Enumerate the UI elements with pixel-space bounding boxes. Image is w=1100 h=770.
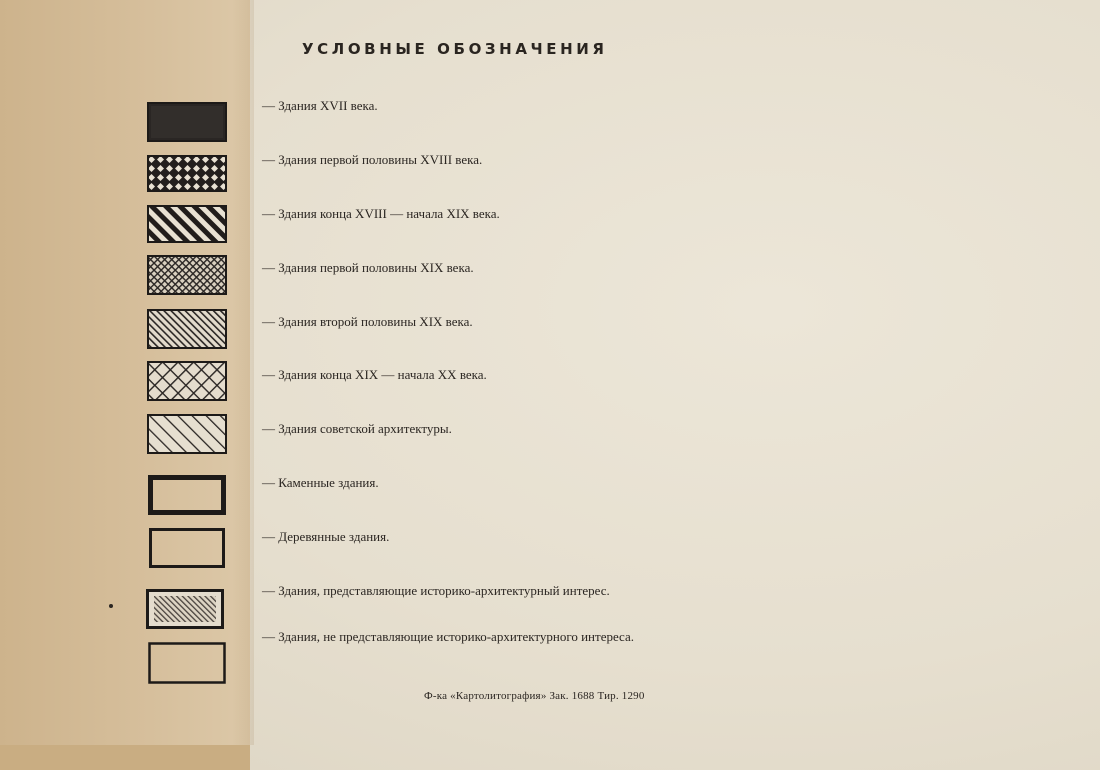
swatch-sparse-diagonals	[147, 414, 227, 454]
legend-label-4: — Здания первой половины XIX века.	[262, 260, 474, 275]
left-strip-bottom	[0, 745, 250, 770]
swatch-dense-crosshatch	[147, 255, 227, 295]
legend-title: УСЛОВНЫЕ ОБОЗНАЧЕНИЯ	[302, 40, 608, 58]
legend-label-7: — Здания советской архитектуры.	[262, 421, 452, 436]
swatch-thick-outline	[148, 475, 226, 515]
legend-label-5: — Здания второй половины XIX века.	[262, 314, 473, 329]
swatch-thick-stripes	[147, 205, 227, 243]
swatch-open-crosshatch	[147, 361, 227, 401]
legend-label-1: — Здания XVII века.	[262, 98, 378, 113]
swatch-thin-outline	[148, 642, 226, 684]
swatch-medium-outline	[149, 528, 225, 568]
legend-label-10: — Здания, представляющие историко-архитектурный интерес.	[262, 583, 610, 598]
legend-label-2: — Здания первой половины XVIII века.	[262, 152, 483, 167]
print-imprint: Ф-ка «Картолитография» Зак. 1688 Тир. 1290	[424, 690, 645, 702]
swatch-solid-black	[147, 102, 227, 142]
legend-label-8: — Каменные здания.	[262, 475, 379, 490]
legend-label-3: — Здания конца XVIII — начала XIX века.	[262, 206, 500, 221]
swatch-hatched-inner	[146, 589, 224, 629]
swatch-dense-diagonals	[147, 309, 227, 349]
legend-label-6: — Здания конца XIX — начала XX века.	[262, 367, 487, 382]
left-strip-shadow	[232, 0, 254, 745]
legend-label-9: — Деревянные здания.	[262, 529, 390, 544]
legend-label-11: — Здания, не представляющие историко-архитектурного интереса.	[262, 629, 635, 644]
ink-speck	[109, 604, 113, 608]
swatch-black-diamonds	[147, 155, 227, 192]
